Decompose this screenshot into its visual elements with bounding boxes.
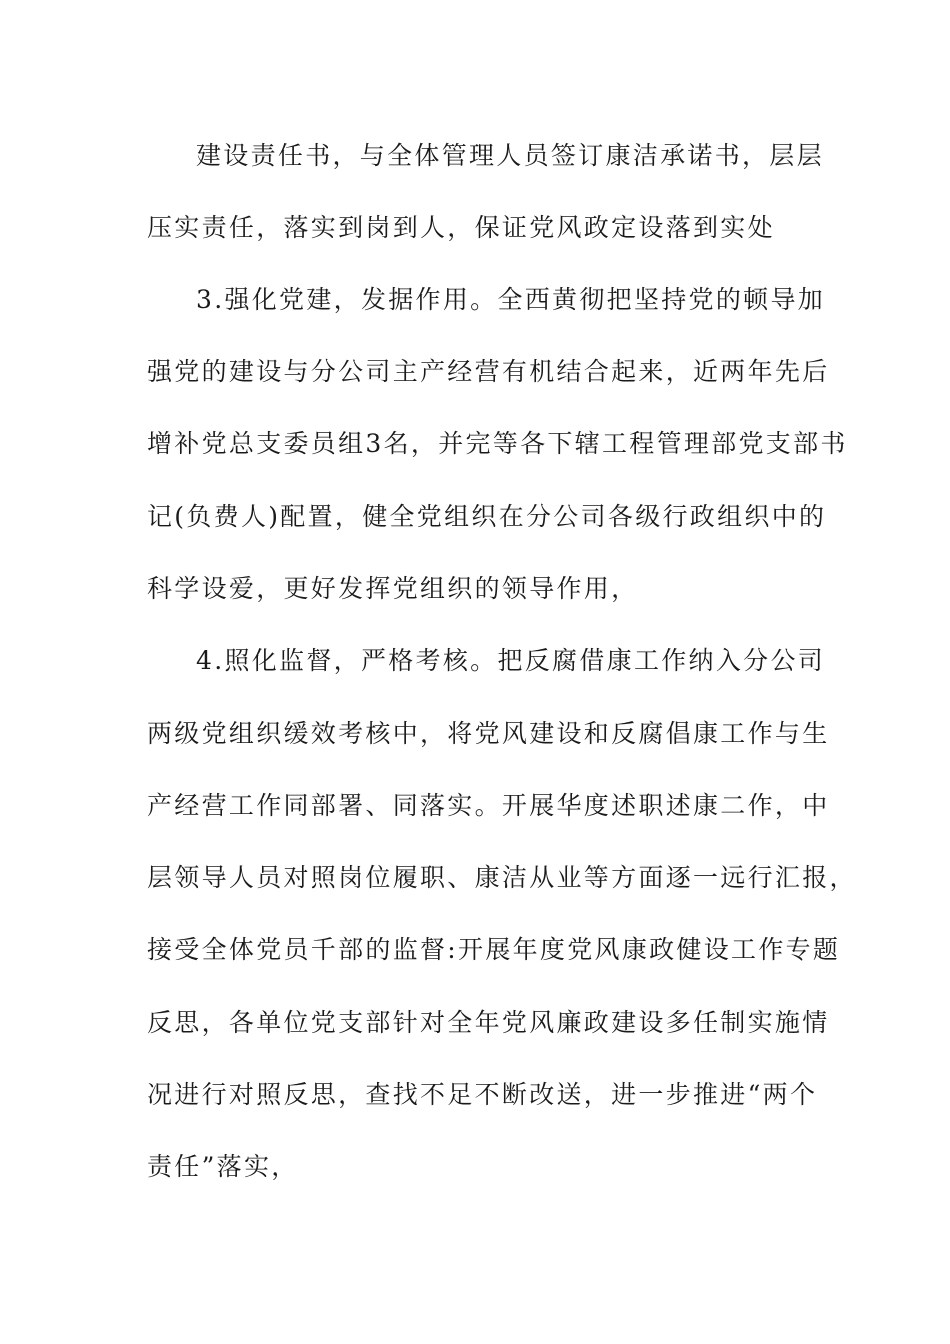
text-line: 责任”落实，: [147, 1152, 299, 1181]
text-line: 接受全体党员千部的监督:开展年度党风康政健设工作专题: [147, 935, 841, 964]
text-line: 3.强化党建，发据作用。全西黄彻把坚持党的顿导加: [196, 285, 826, 314]
text-line: 层领导人员对照岗位履职、康洁从业等方面逐一远行汇报，: [147, 863, 857, 892]
text-line: 反思，各单位党支部针对全年党风廉政建设多任制实施情: [147, 1008, 830, 1037]
text-line: 压实责任，落实到岗到人，保证党风政定设落到实处: [147, 213, 775, 242]
text-line: 记(负费人)配置，健全党组织在分公司各级行政组织中的: [147, 502, 827, 531]
text-line: 产经营工作同部署、同落实。开展华度述职述康二作，中: [147, 791, 830, 820]
text-line: 强党的建设与分公司主产经营有机结合起来，近两年先后: [147, 357, 830, 386]
text-line: 增补党总支委员组3名，并完等各下辖工程管理部党支部书: [147, 429, 848, 458]
text-line: 建设责任书，与全体管理人员签订康洁承诺书，层层: [196, 141, 824, 170]
text-line: 科学设爱，更好发挥党组织的领导作用，: [147, 574, 639, 603]
text-line: 4.照化监督，严格考核。把反腐借康工作纳入分公司: [196, 646, 826, 675]
text-line: 两级党组织缓效考核中，将党风建设和反腐倡康工作与生: [147, 719, 830, 748]
text-line: 况进行对照反思，查找不足不断改送，进一步推进“两个: [147, 1080, 818, 1109]
